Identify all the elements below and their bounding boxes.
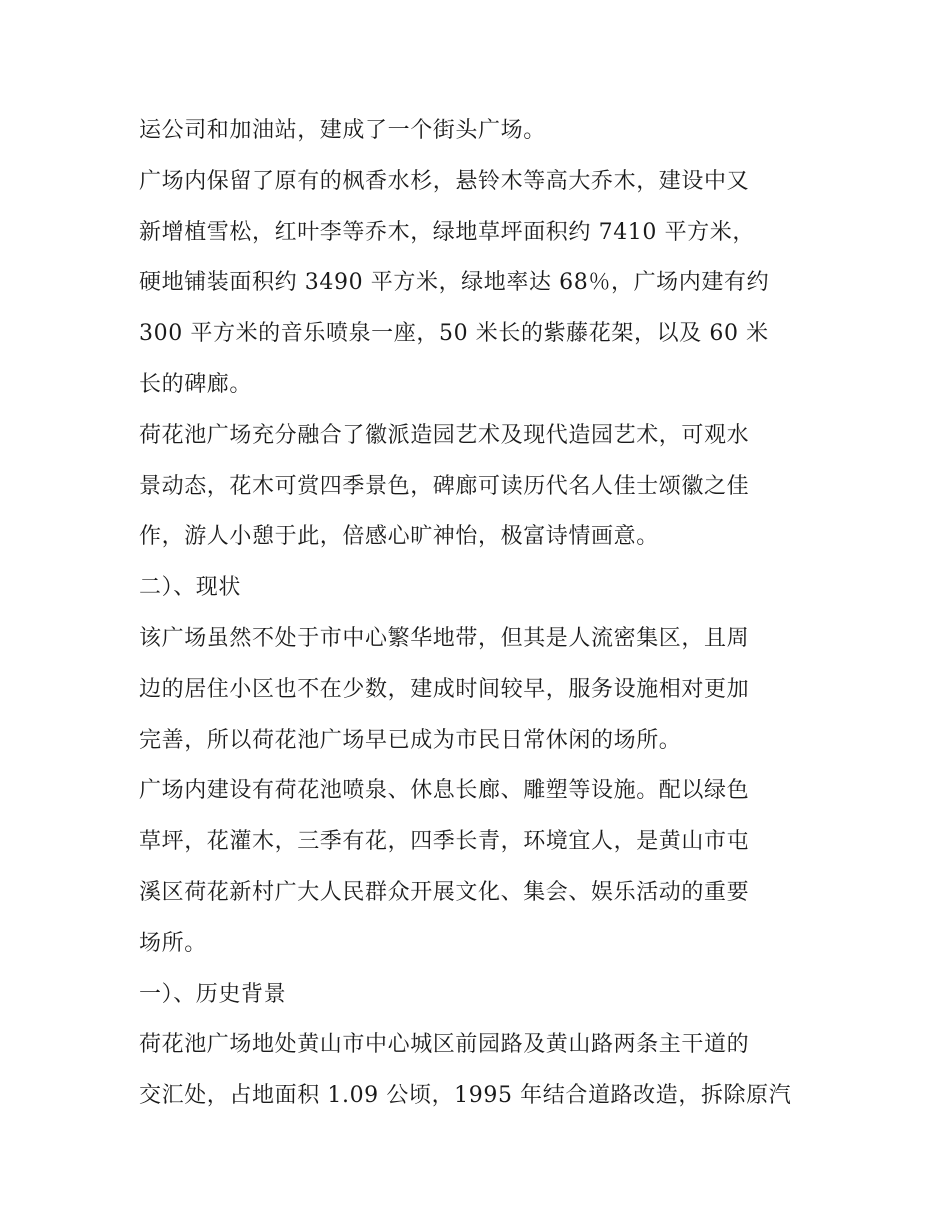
text-line: 荷花池广场充分融合了徽派造园艺术及现代造园艺术，可观水 <box>139 422 750 448</box>
text-line: 新增植雪松，红叶李等乔木，绿地草坪面积约 7410 平方米， <box>139 219 755 245</box>
text-line: 荷花池广场地处黄山市中心城区前园路及黄山路两条主干道的 <box>139 1032 750 1058</box>
document-body <box>139 106 819 1122</box>
text-line: 硬地铺装面积约 3490 平方米，绿地率达 68％，广场内建有约 <box>139 270 770 296</box>
section-heading: 二）、现状 <box>139 575 242 601</box>
text-line: 边的居住小区也不在少数，建成时间较早，服务设施相对更加 <box>139 676 750 702</box>
text-line: 300 平方米的音乐喷泉一座，50 米长的紫藤花架，以及 60 米 <box>139 321 769 347</box>
text-line: 交汇处，占地面积 1.09 公顷，1995 年结合道路改造，拆除原汽 <box>139 1083 792 1109</box>
text-line: 溪区荷花新村广大人民群众开展文化、集会、娱乐活动的重要 <box>139 879 750 905</box>
text-line: 长的碑廊。 <box>139 371 253 397</box>
text-line: 作，游人小憩于此，倍感心旷神怡，极富诗情画意。 <box>139 524 659 550</box>
text-line: 该广场虽然不处于市中心繁华地带，但其是人流密集区，且周 <box>139 625 750 651</box>
text-line: 场所。 <box>139 930 207 956</box>
text-line: 草坪，花灌木，三季有花，四季长青，环境宜人，是黄山市屯 <box>139 829 750 855</box>
text-line: 运公司和加油站，建成了一个街头广场。 <box>139 118 546 143</box>
text-line: 广场内建设有荷花池喷泉、休息长廊、雕塑等设施。配以绿色 <box>139 778 750 804</box>
text-line: 完善，所以荷花池广场早已成为市民日常休闲的场所。 <box>139 727 682 753</box>
text-line: 广场内保留了原有的枫香水杉，悬铃木等高大乔木，建设中又 <box>139 168 750 194</box>
section-heading: 一）、历史背景 <box>139 981 287 1007</box>
text-line: 景动态，花木可赏四季景色，碑廊可读历代名人佳士颂徽之佳 <box>139 473 750 499</box>
